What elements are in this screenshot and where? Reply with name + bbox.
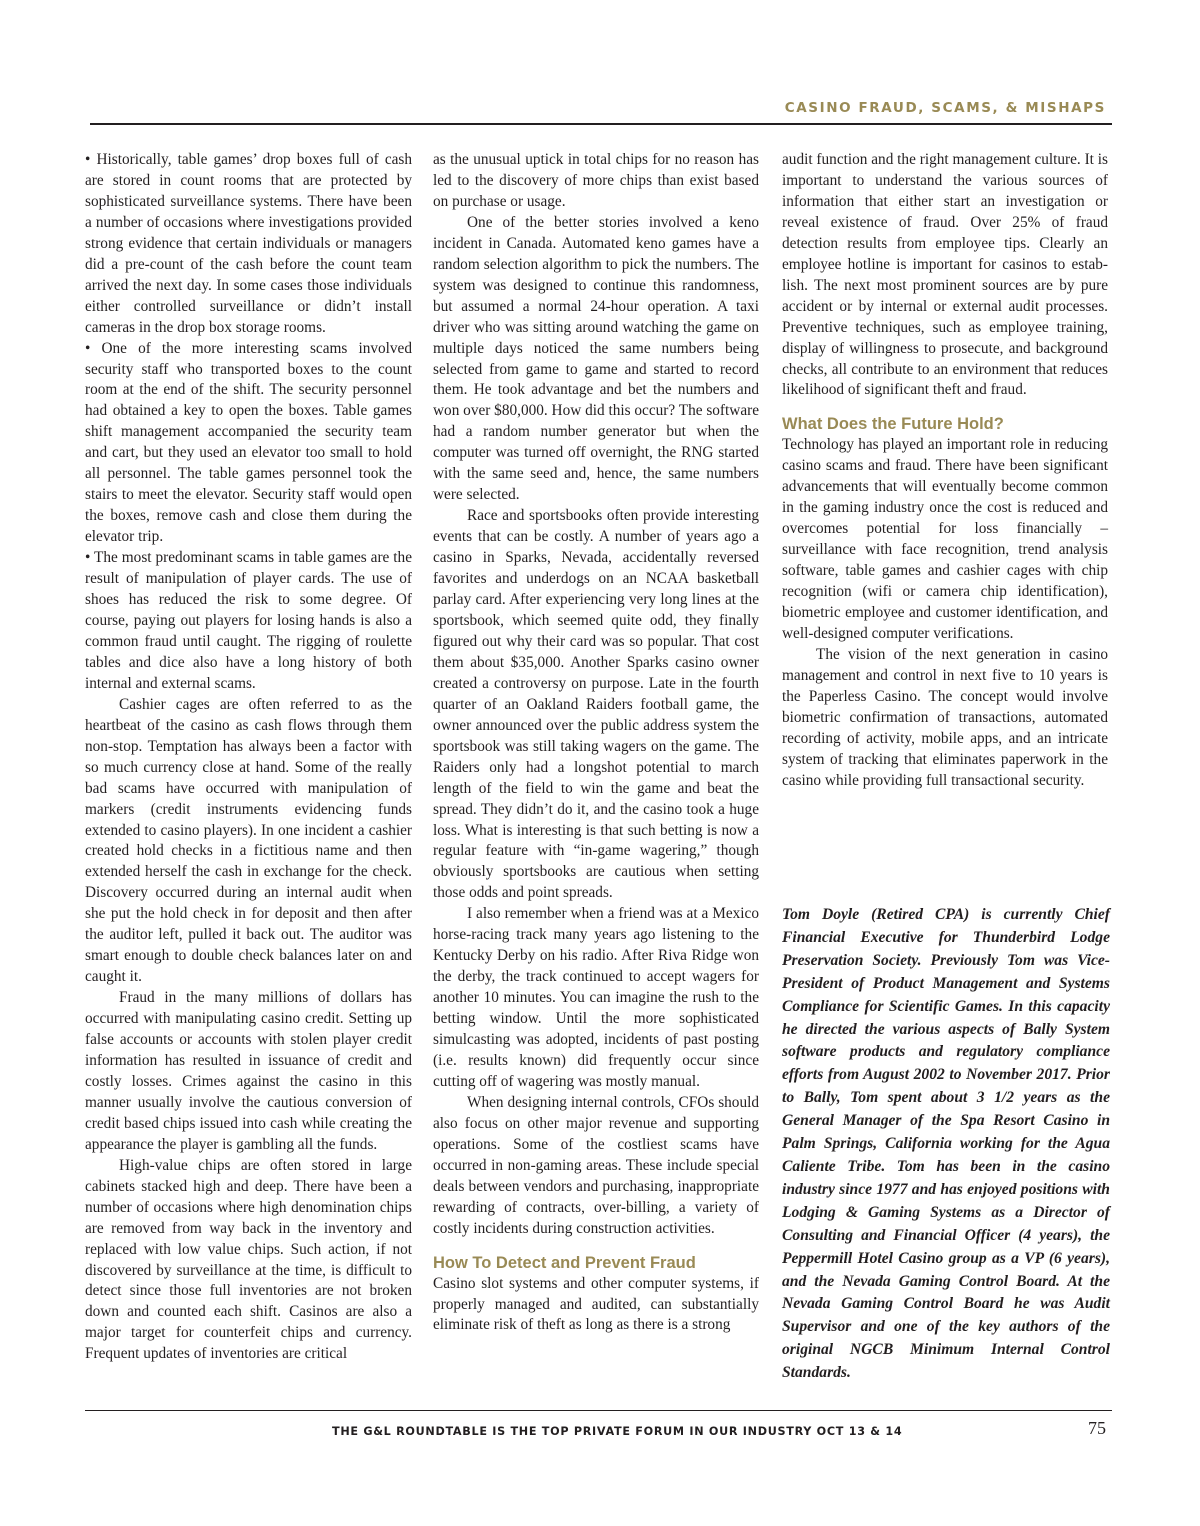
paragraph: Casino slot systems and other computer systems, if properly managed and audited, can substantially eliminate risk of theft as long as there is a strong — [433, 1274, 759, 1334]
paragraph: High-value chips are often stored in large cabinets stacked high and deep. There have been a number of occasions where high denomination chips are removed from way back in the inventory and replaced with low value chips. Such action, if not discovered by surveillance at the time, is difficult to detect since those full inventories are not broken down and counted each shift. Casinos are also a major target for counterfeit chips and currency. Frequent updates of inventories are critical — [85, 1156, 412, 1363]
paragraph: Cashier cages are often referred to as the heartbeat of the casino as cash flows through them non-stop. Temptation has always been a factor with so much currency close at hand. Some of the really bad scams have occurred with manipulation of markers (credit instruments evidencing funds extended to casino players). In one incident a cashier created hold checks in a fictitious name and then extended herself the cash in exchange for the check. Discovery occurred during an internal audit when she put the hold check in for deposit and then after the auditor left, pulled it back out. The auditor was smart enough to double check balances later on and caught it. — [85, 695, 412, 986]
paragraph: Technology has played an important role in reducing casino scams and fraud. There have been significant advancements that will eventually become common in the gaming industry once the cost is reduced and overcomes potential for loss financially – surveillance with face recognition, trend analysis software, table games and cashier cages with chip recognition (wifi or camera chip identification), biometric employee and customer identification, and well-designed computer verifications. — [782, 436, 1108, 643]
paragraph: The vision of the next generation in casino management and control in next five to 10 years is the Paperless Casino. The concept would involve biometric confirmation of transactions, automated recording of activity, mobile apps, and an intricate system of tracking that eliminates paperwork in the casino while providing full transactional security. — [782, 645, 1108, 789]
article-column-2 — [433, 150, 759, 1336]
paragraph: One of the better stories involved a keno incident in Canada. Automated keno games have a random selection algorithm to pick the numbers. The system was designed to continue this randomness, but assumed a normal 24-hour operation. A taxi driver who was sitting around watching the game on multiple days noticed the same numbers being selected from game to game and started to record them. He took advantage and bet the numbers and won over $80,000. How did this occur? The software had a random number generator but when the computer was turned off overnight, the RNG started with the same seed and, hence, the same numbers were selected. — [433, 213, 759, 504]
paragraph: • Historically, table games’ drop boxes full of cash are stored in count rooms that are protected by sophisticated surveillance systems. There have been a number of occasions where investigations provided strong evidence that certain individuals or managers did a pre-count of the cash before the count team arrived the next day. In some cases those individuals either controlled surveillance or didn’t install cameras in the drop box storage rooms. — [85, 151, 412, 336]
page-number: 75 — [1088, 1418, 1106, 1438]
section-heading-future: What Does the Future Hold? — [782, 415, 1004, 434]
paragraph: Fraud in the many millions of dollars has occurred with manipulating casino credit. Setting up false accounts or accounts with stolen player credit information has resulted in issuance of credit and costly losses. Crimes against the casino in this manner usually involve the cautious conversion of credit based chips issued into cash while creating the appearance the player is gambling all the funds. — [85, 989, 412, 1153]
article-column-3 — [782, 150, 1108, 792]
author-bio: Tom Doyle (Retired CPA) is currently Chief Financial Executive for Thunderbird Lodge Preservation Society. Previously Tom was Vice-President of Product Management and Systems Compliance for Scientific Games. In this capacity he directed the various aspects of Bally System software products and regulatory compliance efforts from August 2002 to November 2017. Prior to Bally, Tom spent about 3 1/2 years as the General Manager of the Spa Resort Casino in Palm Springs, California working for the Agua Caliente Tribe. Tom has been in the casino industry since 1977 and has enjoyed positions with Lodging & Gaming Systems as a Director of Consulting and Financial Officer (4 years), the Peppermill Hotel Casino group as a VP (6 years), and the Nevada Gaming Control Board. At the Nevada Gaming Control Board he was Audit Supervisor and one of the key authors of the original NGCB Minimum Internal Control Standards. — [782, 906, 1110, 1382]
paragraph: • The most predominant scams in table games are the result of manipulation of player cards. The use of shoes has reduced the risk to some degree. Of course, paying out players for losing hands is also a common fraud until caught. The rigging of roulette tables and dice also have a long history of both internal and external scams. — [85, 549, 412, 692]
paragraph: as the unusual uptick in total chips for no reason has led to the discovery of more chips than exist based on purchase or usage. — [433, 151, 759, 210]
paragraph: Race and sportsbooks often provide interesting events that can be costly. A number of years ago a casino in Sparks, Nevada, accidentally reversed favorites and underdogs on an NCAA basketball parlay card. After experiencing very long lines at the sportsbook, which seemed quite odd, they finally figured out why their card was so popular. That cost them about $35,000. Another Sparks casino owner created a controversy on purpose. Late in the fourth quarter of an Oakland Raiders football game, the owner announced over the public address system the sportsbook was still taking wagers on the game. The Raiders only had a longshot potential to march length of the field to win the game and beat the spread. They didn’t do it, and the casino took a huge loss. What is interesting is that such betting is now a regular feature with “in-game wagering,” though obviously sportsbooks are cautious when setting those odds and point spreads. — [433, 507, 759, 902]
footer-divider — [85, 1410, 1112, 1411]
article-column-1 — [85, 150, 412, 1365]
section-header-title: CASINO FRAUD, SCAMS, & MISHAPS — [784, 100, 1106, 116]
paragraph: I also remember when a friend was at a Mexico horse-racing track many years ago listening to the Kentucky Derby on his radio. After Riva Ridge won the derby, the track continued to accept wagers for another 10 minutes. You can imagine the rush to the betting window. Until the more sophisticated simulcasting was adopted, incidents of past posting (i.e. results known) did frequently occur since cutting off of wagering was mostly manual. — [433, 905, 759, 1090]
paragraph: When designing internal controls, CFOs should also focus on other major revenue and supporting operations. Some of the costliest scams have occurred in non-gaming areas. These include special deals between vendors and purchasing, inappropriate rewarding of contracts, over-billing, a variety of costly incidents during construction activities. — [433, 1093, 759, 1237]
paragraph: • One of the more interesting scams involved security staff who transported boxes to the count room at the end of the shift. The security personnel had obtained a key to open the boxes. Table games shift management accompanied the security team and cart, but they used an elevator too small to hold all personnel. The table games personnel took the stairs to meet the elevator. Security staff would open the boxes, remove cash and close them during the elevator trip. — [85, 339, 412, 546]
footer-tagline: THE G&L ROUNDTABLE IS THE TOP PRIVATE FORUM IN OUR INDUSTRY OCT 13 & 14 — [332, 1425, 903, 1438]
header-divider — [90, 123, 1112, 125]
section-heading-detect-prevent: How To Detect and Prevent Fraud — [433, 1253, 696, 1272]
paragraph: audit function and the right management culture. It is important to understand the various sources of information that either start an investigation or reveal existence of fraud. Over 25% of fraud detection results from employee tips. Clearly an employee hotline is important for casinos to establish. The next most prominent sources are by pure accident or by internal or external audit processes. Preventive techniques, such as employee training, display of willingness to prosecute, and background checks, all contribute to an environment that reduces likelihood of significant theft and fraud. — [782, 151, 1108, 399]
